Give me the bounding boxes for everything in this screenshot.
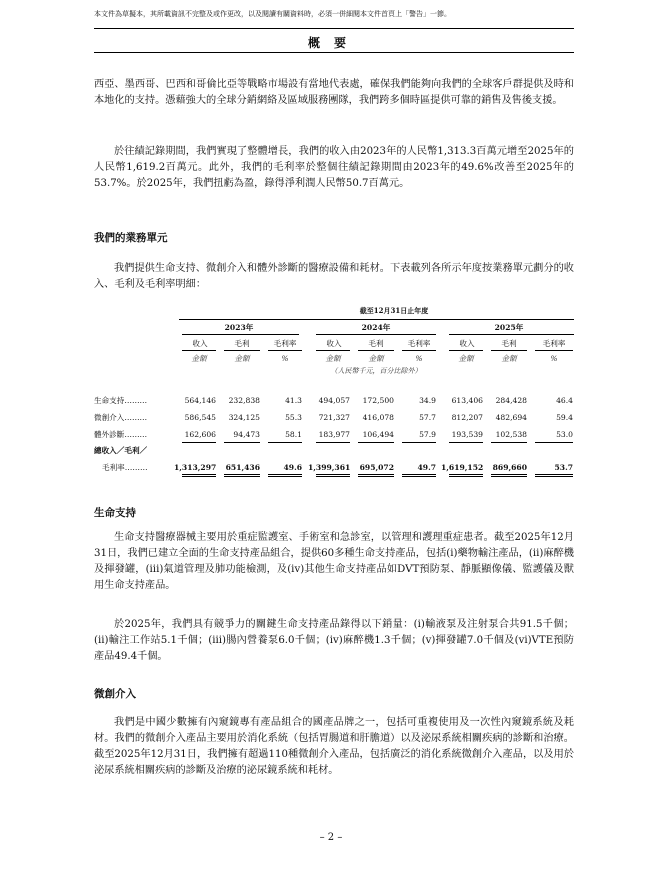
table-double-rule [316, 476, 350, 477]
table-rule [224, 350, 260, 351]
table-rule [316, 334, 436, 335]
table-subheader: 收入 [459, 339, 475, 348]
table-year-2023: 2023年 [224, 323, 254, 332]
table-unit: 金額 [458, 354, 474, 363]
table-cell: 58.1 [285, 430, 302, 439]
total-cell: 651,436 [225, 463, 260, 472]
table-cell: 55.3 [285, 413, 302, 422]
total-label-line2 [102, 463, 148, 473]
row-label: 微創介入……… [94, 413, 148, 422]
table-double-rule [535, 476, 573, 477]
total-cell: 49.6 [283, 463, 302, 472]
table-cell: 232,838 [228, 396, 260, 405]
header-notice: 本文件為草擬本，其所載資訊不完整及或作更改，以及閱讀有關資料時，必須一併細閱本文件首頁上「警告」一節。 [94, 10, 451, 18]
table-cell: 53.0 [556, 430, 573, 439]
table-cell: 284,428 [495, 396, 527, 405]
table-rule [491, 442, 527, 443]
table-subheader: 毛利 [501, 339, 517, 348]
table-cell: 106,494 [362, 430, 394, 439]
table-rule [268, 442, 302, 443]
table-cell: 102,538 [495, 430, 527, 439]
table-rule [316, 350, 350, 351]
table-cell: 41.3 [285, 396, 302, 405]
table-double-rule [449, 474, 483, 475]
row-label: 生命支持……… [94, 396, 148, 405]
table-rule [402, 442, 436, 443]
table-subheader: 毛利 [368, 339, 384, 348]
total-cell: 869,660 [492, 463, 527, 472]
table-double-rule [535, 474, 573, 475]
table-subheader: 毛利率 [407, 339, 431, 348]
table-subheader: 毛利率 [542, 339, 566, 348]
total-cell: 1,619,152 [441, 463, 484, 472]
table-cell: 46.4 [556, 396, 573, 405]
table-rule [491, 350, 527, 351]
table-cell: 564,146 [184, 396, 216, 405]
paragraph-units-intro: 我們提供生命支持、微創介入和體外診斷的醫療設備和耗材。下表載列各所示年度按業務單元劃分的收入、毛利及毛利率明細： [94, 263, 574, 290]
table-rule [268, 350, 302, 351]
table-double-rule [224, 474, 260, 475]
total-label-leader: ……… [124, 463, 148, 472]
table-double-rule [182, 474, 216, 475]
table-year-2025: 2025年 [494, 323, 524, 332]
table-rule [224, 442, 260, 443]
total-label-text: 毛利率 [102, 463, 125, 472]
table-double-rule [402, 476, 436, 477]
table-subheader: 毛利 [234, 339, 250, 348]
table-unit: 金額 [325, 354, 341, 363]
table-year-2024: 2024年 [361, 323, 391, 332]
table-cell: 57.9 [419, 430, 436, 439]
table-double-rule [449, 476, 483, 477]
table-double-rule [491, 474, 527, 475]
table-unit: % [550, 354, 558, 363]
table-rule [449, 442, 483, 443]
total-cell: 53.7 [554, 463, 573, 472]
table-unit: 金額 [191, 354, 207, 363]
table-rule [358, 350, 394, 351]
table-cell: 482,694 [495, 413, 527, 422]
table-double-rule [268, 474, 302, 475]
table-rule [535, 442, 573, 443]
paragraph-minimally-invasive: 我們是中國少數擁有內窺鏡專有產品組合的國產品牌之一，包括可重複使用及一次性內窺鏡系統及耗材。我們的微創介入產品主要用於消化系統（包括胃腸道和肝膽道）以及泌尿系統相關疾病的診斷和治療。截至2025年12月31日，我們擁有超過110種微創介入產品，包括廣泛的消化系統微創介入產品，以及用於泌尿系統相關疾病的診斷及治療的泌尿鏡系統和耗材。 [94, 717, 574, 776]
table-rule [182, 334, 299, 335]
paragraph-intro: 西亞、墨西哥、巴西和哥倫比亞等戰略市場設有當地代表處，確保我們能夠向我們的全球客戶群提供及時和本地化的支持。憑藉強大的全球分銷網絡及區域服務團隊，我們跨多個時區提供可靠的銷售及售後支援。 [94, 79, 574, 106]
heading-business-units: 我們的業務單元 [94, 232, 168, 244]
row-label: 體外診斷……… [94, 430, 148, 439]
table-double-rule [491, 476, 527, 477]
header-rule-top [94, 28, 574, 29]
table-cell: 416,078 [362, 413, 394, 422]
total-label-line1: 總收入／毛利／ [94, 446, 148, 455]
table-cell: 183,977 [318, 430, 350, 439]
header-rule-bottom [94, 52, 574, 53]
table-rule [402, 350, 436, 351]
table-cell: 613,406 [451, 396, 483, 405]
table-unit: % [281, 354, 289, 363]
table-cell: 162,606 [184, 430, 216, 439]
segment-table [94, 306, 574, 476]
table-rule [535, 350, 573, 351]
paragraph-growth: 於往績記錄期間，我們實現了整體增長，我們的收入由2023年的人民幣1,313.3百萬元增至2025年的人民幣1,619.2百萬元。此外，我們的毛利率於整個往績記錄期間由2023年的49.6%改善至2025年的53.7%。於2025年，我們扭虧為盈，錄得淨利潤人民幣50.7百萬元。 [94, 146, 574, 189]
paragraph-life-support: 生命支持醫療器械主要用於重症監護室、手術室和急診室，以管理和護理重症患者。截至2025年12月31日，我們已建立全面的生命支持產品組合，提供60多種生命支持產品，包括(i)藥物輸注產品，(ii)麻醉機及揮發罐，(iii)氣道管理及肺功能檢測，及(iv)其他生命支持產品如DVT預防泵、靜脈顯像儀、監護儀及獸用生命支持產品。 [94, 532, 574, 591]
table-rule [358, 442, 394, 443]
table-cell: 494,057 [318, 396, 350, 405]
table-rule [182, 442, 216, 443]
table-cell: 57.7 [419, 413, 436, 422]
section-title: 概要 [307, 36, 360, 50]
total-cell: 49.7 [417, 463, 436, 472]
table-rule [182, 350, 216, 351]
total-cell: 1,313,297 [174, 463, 217, 472]
heading-minimally-invasive: 微創介入 [94, 688, 136, 700]
table-cell: 94,473 [233, 430, 260, 439]
table-cell: 586,545 [184, 413, 216, 422]
table-double-rule [358, 476, 394, 477]
paragraph-life-support-volumes: 於2025年，我們具有競爭力的關鍵生命支持產品錄得以下銷量：(i)輸液泵及注射泵合共91.5千個；(ii)輸注工作站5.1千個；(iii)腸內營養泵6.0千個；(iv)麻醉機1.3千個；(v)揮發罐7.0千個及(vi)VTE預防產品49.4千個。 [94, 619, 574, 662]
table-cell: 812,207 [451, 413, 483, 422]
total-cell: 695,072 [359, 463, 394, 472]
table-double-rule [358, 474, 394, 475]
table-subheader: 毛利率 [273, 339, 297, 348]
table-period-header: 截至12月31日止年度 [359, 306, 429, 315]
table-cell: 34.9 [419, 396, 436, 405]
table-cell: 324,125 [228, 413, 260, 422]
table-unit-note: （人民幣千元，百分比除外） [330, 367, 422, 375]
table-cell: 721,327 [318, 413, 350, 422]
table-rule [179, 319, 574, 320]
table-unit: 金額 [368, 354, 384, 363]
table-double-rule [268, 476, 302, 477]
table-cell: 59.4 [556, 413, 573, 422]
table-rule [449, 334, 574, 335]
table-rule [449, 350, 483, 351]
table-unit: % [415, 354, 423, 363]
table-double-rule [182, 476, 216, 477]
table-rule [316, 442, 350, 443]
page-number: – 2 – [319, 832, 343, 843]
table-subheader: 收入 [326, 339, 342, 348]
heading-life-support: 生命支持 [94, 507, 136, 519]
total-cell: 1,399,361 [308, 463, 351, 472]
table-cell: 172,500 [362, 396, 394, 405]
table-unit: 金額 [501, 354, 517, 363]
table-cell: 193,539 [451, 430, 483, 439]
table-double-rule [224, 476, 260, 477]
table-double-rule [402, 474, 436, 475]
table-subheader: 收入 [192, 339, 208, 348]
table-double-rule [316, 474, 350, 475]
table-unit: 金額 [234, 354, 250, 363]
